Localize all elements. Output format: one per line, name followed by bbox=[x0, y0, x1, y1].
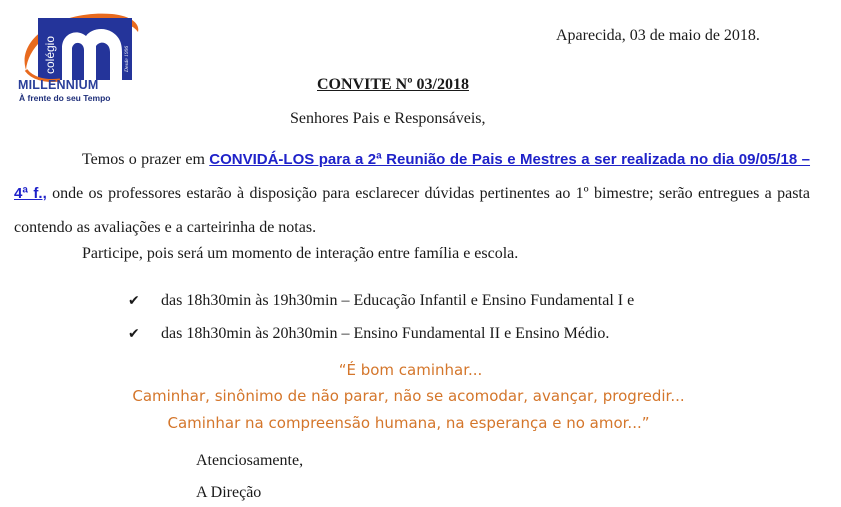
schedule-text: das 18h30min às 19h30min – Educação Infantil e Ensino Fundamental I e bbox=[161, 292, 635, 309]
letter-date: Aparecida, 03 de maio de 2018. bbox=[556, 27, 760, 44]
schedule-item bbox=[128, 325, 609, 343]
logo-tagline: À frente do seu Tempo bbox=[19, 93, 111, 103]
invitation-paragraph bbox=[14, 143, 810, 245]
schedule-item bbox=[128, 292, 634, 310]
signature: A Direção bbox=[196, 484, 262, 501]
logo-name: MILLENNIUM bbox=[18, 78, 99, 92]
quote-line: Caminhar, sinônimo de não parar, não se acomodar, avançar, progredir... bbox=[132, 387, 685, 405]
paragraph-intro: Temos o prazer em bbox=[82, 151, 210, 168]
paragraph-rest: onde os professores estarão à disposição para esclarecer dúvidas pertinentes ao 1º bimestre; serão entregues a pasta contendo as avaliações e a carteirinha de notas. bbox=[14, 185, 810, 236]
closing: Atenciosamente, bbox=[196, 452, 304, 469]
quote-line: Caminhar na compreensão humana, na esperança e no amor...” bbox=[167, 414, 650, 432]
schedule-text: das 18h30min às 20h30min – Ensino Fundamental II e Ensino Médio. bbox=[161, 325, 610, 342]
checkmark-icon: ✔ bbox=[128, 293, 140, 309]
letter-title: CONVITE Nº 03/2018 bbox=[317, 76, 469, 93]
paragraph-highlight: CONVIDÁ-LOS para a 2ª Reunião de Pais e Mestres a ser realizada no dia 09/05/18 – 4ª f., bbox=[14, 151, 811, 202]
letter-greeting: Senhores Pais e Responsáveis, bbox=[290, 110, 486, 127]
participe-text: Participe, pois será um momento de interação entre família e escola. bbox=[82, 245, 519, 262]
checkmark-icon: ✔ bbox=[128, 326, 140, 342]
quote-line: “É bom caminhar... bbox=[338, 361, 483, 379]
logo-vertical-text: colégio bbox=[43, 35, 57, 74]
logo-emblem bbox=[20, 8, 142, 88]
logo-small-text: Desde 1996 bbox=[124, 45, 130, 72]
